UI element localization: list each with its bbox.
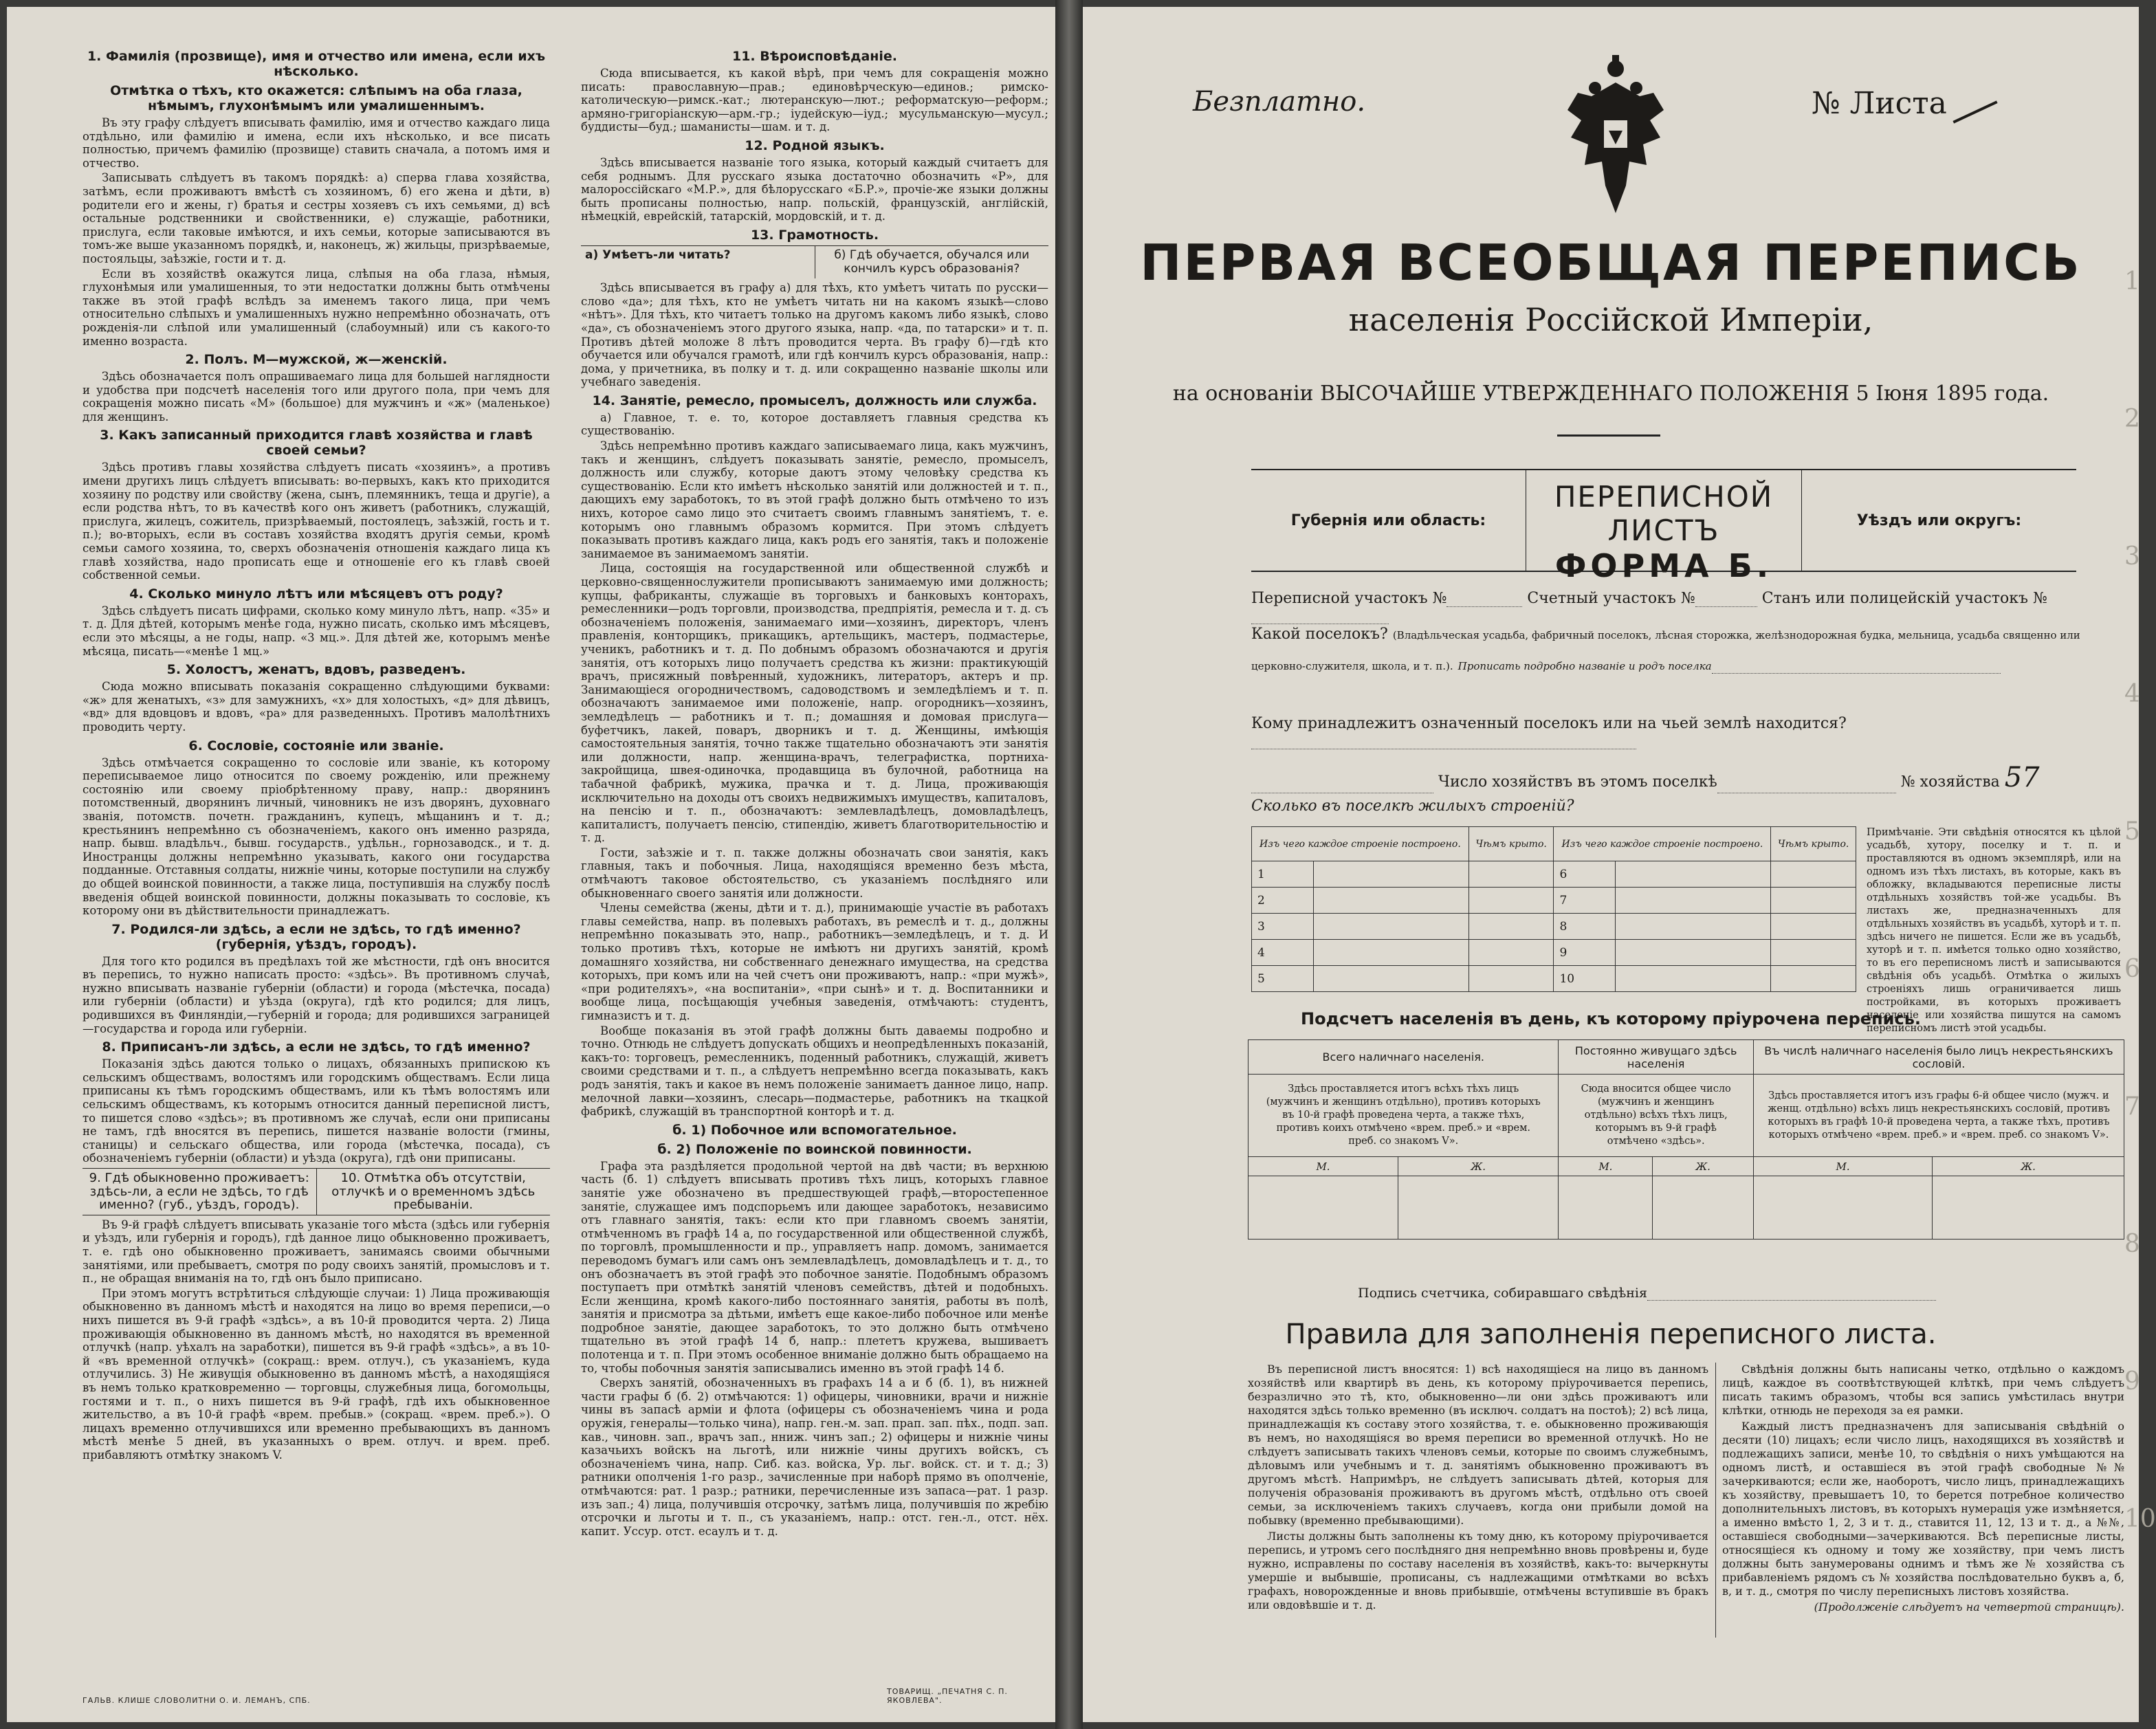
dwelling-material-cell[interactable] [1314, 966, 1469, 992]
dwelling-material-cell[interactable] [1616, 966, 1771, 992]
bleed-number: 3 [2124, 542, 2140, 571]
section-heading: 9. Гдѣ обыкновенно проживаетъ: здѣсь-ли, а если не здѣсь, то гдѣ именно? (губ., уѣздъ, городъ). [89, 1171, 309, 1213]
dwell-head-material-b: Изъ чего каждое строеніе построено. [1554, 827, 1771, 861]
household-line [1251, 762, 2124, 793]
settlement-line [1251, 626, 2124, 643]
paragraph: Показанія здѣсь даются только о лицахъ, обязанныхъ припискою къ сельскимъ обществамъ, волостямъ или городскимъ обществамъ. Если лица приписаны къ тѣмъ городскимъ обществамъ, или къ тѣмъ волостямъ или сельскимъ обществамъ, къ которымъ относится данный переписной листъ, то пишется слово «здѣсь»; въ противномъ же случаѣ, если они приписаны не тамъ, гдѣ вносятся въ перепись, пишется названіе волости (гмины, станицы) и сельскаго общества, или города (мѣстечка, посада), съ обозначеніемъ губерніи (области) и уѣзда (округа), гдѣ они приписаны. [82, 1057, 550, 1165]
dwelling-material-cell[interactable] [1314, 940, 1469, 966]
rules-column-b [1722, 1363, 2124, 1616]
dwelling-roof-cell[interactable] [1468, 888, 1554, 914]
dwelling-row [1252, 914, 1856, 940]
dwelling-number: 1 [1252, 861, 1314, 888]
subheading: а) Умѣетъ-ли читать? [585, 247, 731, 262]
paragraph: Здѣсь обозначается полъ опрашиваемаго лица для большей наглядности и удобства при подсчетѣ населенія того или другого пола, при чемъ для сокращенія можно писать «М» (большое) для мужчинъ и «ж» (маленькое) для женщинъ. [82, 370, 550, 423]
subtitle: населенія Россійской Имперіи, [1348, 301, 1873, 338]
section-heading: 1. Фамилія (прозвище), имя и отчество или имена, если ихъ нѣсколько. [87, 49, 546, 79]
section-heading: 11. Вѣроисповѣданіе. [732, 49, 898, 64]
section-heading: 5. Холостъ, женатъ, вдовъ, разведенъ. [166, 662, 466, 678]
paragraph: Гости, заѣзжіе и т. п. также должны обозначать свои занятія, какъ главныя, такъ и побочныя. Лица, находящіяся временно безъ мѣста, отмѣчаютъ таковое обстоятельство, съ указаніемъ послѣдняго или обыкновеннаго своего занятія или должности. [581, 846, 1048, 900]
uezd-label: Уѣздъ или округъ: [1801, 470, 2076, 571]
dwelling-number: 3 [1252, 914, 1314, 940]
paragraph: Вообще показанія въ этой графѣ должны быть даваемы подробно и точно. Отнюдь не слѣдуетъ допускать общихъ и неопредѣленныхъ показаній, какъ-то: торговецъ, ремесленникъ, поденный работникъ, служащій, живетъ своими средствами и т. п., а слѣдуетъ непремѣнно всегда показывать, какъ родъ занятія, такъ и какое въ немъ положеніе занимаетъ данное лицо, напр. мелочной лавки—хозяинъ, слесарь—подмастерье, работникъ на ткацкой фабрикѣ, служащій въ транспортной конторѣ и т. д. [581, 1024, 1049, 1119]
dwelling-roof-cell[interactable] [1468, 861, 1554, 888]
count-cell[interactable] [1559, 1176, 1653, 1240]
paragraph: Здѣсь отмѣчается сокращенно то сословіе или званіе, къ которому переписываемое лицо относится по своему рожденію, или прежнему состоянію или своему пріобрѣтенному праву, напр.: дворянинъ потомственный, дворянинъ личный, чиновникъ не изъ дворянъ, духовнаго званія, потомств. почетн. гражданинъ, купецъ, мѣщанинъ и т. д.; крестьянинъ непремѣнно съ обозначеніемъ, какого онъ именно разряда, напр. бывш. владѣльч., бывш. государств., удѣльн., горнозаводск., и т. д. Иностранцы должны непремѣнно указывать, какого они государства подданные. Отставныя солдаты, нижніе чины, которые поступили на службу до общей воинской повинности, а также лица, поступившія на службу послѣ введенія общей воинской повинности, должны показывать то сословіе, къ которому они въ дѣйствительности принадлежатъ. [82, 756, 550, 918]
form-title [1526, 470, 1801, 584]
rules-column-a [1248, 1363, 1708, 1614]
dwelling-material-cell[interactable] [1616, 888, 1771, 914]
count-cell[interactable] [1248, 1176, 1398, 1240]
dwell-head-roof-b: Чѣмъ крыто. [1771, 827, 1856, 861]
paragraph: Сюда можно вписывать показанія сокращенно слѣдующими буквами: «ж» для женатыхъ, «з» для замужнихъ, «х» для холостыхъ, «д» для дѣвицъ, «вд» для вдовцовъ и вдовъ, «ра» для разведенныхъ. Противъ малолѣтнихъ проводить черту. [82, 680, 550, 734]
free-label: Безплатно. [1193, 86, 1366, 118]
police-district-label: Станъ или полицейскій участокъ № [1761, 590, 2047, 607]
count-head-present: Всего наличнаго населенія. [1248, 1040, 1559, 1075]
subheading: б) Гдѣ обучается, обучался или кончилъ курсъ образованія? [815, 246, 1049, 278]
dwelling-roof-cell[interactable] [1771, 940, 1856, 966]
bleed-number: 4 [2124, 680, 2140, 708]
settlement-label: Какой поселокъ? [1251, 626, 1388, 643]
form-header-box [1251, 469, 2076, 584]
settlement-hint: Прописать подробно названіе и родъ поселка [1458, 660, 1712, 672]
settlement-field[interactable] [1712, 673, 2001, 674]
dwelling-material-cell[interactable] [1616, 914, 1771, 940]
dwelling-material-cell[interactable] [1314, 888, 1469, 914]
count-cell[interactable] [1398, 1176, 1559, 1240]
paragraph: Сверхъ занятій, обозначенныхъ въ графахъ 14 а и б (б. 1), въ нижней части графы б (б. 2) отмѣчаются: 1) офицеры, чиновники, врачи и нижніе чины въ запасѣ армiи и флота (офицеры съ обозначеніемъ чина и рода оружія, генералы—только чина), напр. ген.-м. зап. прап. зап. пѣх., подп. зап. кав., чиновн. зап., врачъ зап., нниж. чинъ зап.; 2) офицеры и нижніе чины казачьихъ войскъ на льготѣ, или нижніе чины другихъ войскъ, съ обозначеніемъ чина, напр. Сиб. каз. войска, Ур. льг. войск. ст. и т. д.; 3) ратники ополченія 1-го разр., зачисленные при наборѣ прямо въ ополченіе, отмѣчаются: рат. 1 разр.; ратники, перечисленные изъ запаса—рат. 1 разр. изъ зап.; 4) лица, получившія отсрочку, затѣмъ лица, получившія по жребію отсрочки и льготы и т. п., съ указаніемъ, напр.: отст. ген.-л., отст. нёх. капит. Уссур. отст. есаулъ и т. д. [581, 1376, 1048, 1538]
count-zh-label: Ж. [1398, 1157, 1559, 1176]
book-gutter [1055, 0, 1083, 1729]
section-heading: 6. Сословіе, состояніе или званіе. [188, 738, 444, 753]
paragraph: Сюда вписывается, къ какой вѣрѣ, при чемъ для сокращенія можно писать: православную—прав.; единовѣрческую—единов.; римско-католическую—римск.-кат.; лютеранскую—лют.; реформатскую—реформ.; армяно-григоріанскую—арм.-гр.; іудейскую—іуд.; мусульманскую—мусул.; буддисты—буд.; шаманисты—шам. и т. д. [581, 67, 1048, 134]
form-title-line-2: ФОРМА Б. [1554, 547, 1773, 584]
signature-field[interactable] [1647, 1300, 1936, 1301]
count-desc-resident: Сюда вносится общее число (мужчинъ и женщинъ отдѣльно) всѣхъ тѣхъ лицъ, которымъ въ 9-й графѣ отмѣчено «здѣсь». [1559, 1075, 1753, 1157]
dwelling-material-cell[interactable] [1616, 940, 1771, 966]
signature-line [1358, 1286, 1936, 1301]
paragraph: При этомъ могутъ встрѣтиться слѣдующіе случаи: 1) Лица проживающія обыкновенно въ данномъ мѣстѣ и находятся на лицо во время переписи,—о нихъ пишется въ 9-й графѣ «здѣсь», а въ 10-й проводится черта. 2) Лица проживающія обыкновенно въ данномъ мѣстѣ, но находятся въ временной отлучкѣ (напр. уѣхалъ на заработки), пишется въ 9-й графѣ «здѣсь», а въ 10-й «въ временной отлучкѣ» (сокращ.: врем. отлуч.), съ указаніемъ, куда отлучились. 3) Не живущія обыкновенно въ данномъ мѣстѣ, а находящіяся въ немъ только кратковременно — торговцы, служебныя лица, богомольцы, гостями и т. п., о нихъ пишется въ 9-й графѣ, гдѣ ихъ обыкновенное жительство, а въ 10-й графѣ «врем. пребыв.» (сокращ. «врем. преб.»). О лицахъ временно отлучившихся или временно пребывающихъ въ данномъ мѣстѣ менѣе 5 дней, въ указанныхъ о врем. отлуч. и врем. преб. прибавляютъ отмѣтку знакомъ V. [82, 1286, 550, 1462]
population-count-table [1248, 1039, 2124, 1240]
count-cell[interactable] [1653, 1176, 1754, 1240]
count-head-resident: Постоянно живущаго здѣсь населенія [1559, 1040, 1753, 1075]
dwelling-roof-cell[interactable] [1771, 966, 1856, 992]
dwelling-row [1252, 940, 1856, 966]
section-heading: 10. Отмѣтка объ отсутствіи, отлучкѣ и о временномъ здѣсь пребываніи. [316, 1169, 551, 1215]
bleed-number: 8 [2124, 1230, 2140, 1258]
dwelling-number: 10 [1554, 966, 1616, 992]
form-title-line-1: ПЕРЕПИСНОЙ ЛИСТЪ [1554, 480, 1774, 547]
dwellings-label: Сколько въ поселкѣ жилыхъ строеній? [1251, 797, 1574, 815]
divider [1557, 434, 1660, 437]
section-heading: 2. Полъ. М—мужской, ж—женскій. [185, 352, 448, 368]
section-heading: 13. Грамотность. [750, 227, 879, 243]
household-no-value[interactable]: 57 [2004, 762, 2040, 793]
bleed-number: 7 [2124, 1092, 2140, 1121]
bleed-number: 5 [2124, 817, 2140, 846]
section-heading: 7. Родился-ли здѣсь, а если не здѣсь, то гдѣ именно? (губернія, уѣздъ, городъ). [111, 921, 521, 952]
paragraph: а) Главное, т. е. то, которое доставляетъ главныя средства къ существованію. [581, 410, 1048, 438]
sheet-number-stroke [1952, 100, 1997, 123]
section-heading: б. 1) Побочное или вспомогательное. [672, 1122, 957, 1138]
paragraph: Здѣсь слѣдуетъ писать цифрами, сколько кому минуло лѣтъ, напр. «35» и т. д. Для дѣтей, которымъ менѣе года, нужно писать, сколько имъ мѣсяцевъ, если это мѣсяцы, а не годы, напр. «3 мц.». Для дѣтей же, которымъ менѣе мѣсяца, писать—«менѣе 1 мц.» [82, 604, 550, 658]
bleed-number: 10 [2124, 1505, 2156, 1533]
district-line [1251, 590, 2124, 624]
rules-continuation: (Продолженіе слѣдуетъ на четвертой страницѣ). [1814, 1600, 2124, 1614]
dwelling-material-cell[interactable] [1314, 861, 1469, 888]
dwelling-roof-cell[interactable] [1468, 966, 1554, 992]
rule-paragraph: Въ переписной листъ вносятся: 1) всѣ находящіеся на лицо въ данномъ хозяйствѣ или квартирѣ въ день, къ которому пріурочивается перепись, безразлично это тѣ, кто, обыкновенно—ли они здѣсь проживаютъ или находятся здѣсь только временно (въ исключ. солдатъ на постоѣ); 2) всѣ лица, принадлежащія къ составу этого хозяйства, т. е. обыкновенно проживающія въ немъ, но находящіяся во время переписи во временной отлучкѣ. Но не слѣдуетъ записывать такихъ членовъ семьи, которые по своимъ служебнымъ, дѣловымъ или учебнымъ и т. д. занятіямъ обыкновенно проживаютъ въ другомъ мѣстѣ. Напримѣръ, не слѣдуетъ записывать дѣтей, которыя для полученія образованія проживаютъ въ другомъ мѣстѣ, отдѣльно отъ своей семьи, за исключеніемъ такихъ случаевъ, когда они прибыли домой на побывку (временно пребывающими). [1248, 1363, 1708, 1527]
count-head-non-peasant: Въ числѣ наличнаго населенія было лицъ некрестьянскихъ сословій. [1753, 1040, 2124, 1075]
paragraph: Для того кто родился въ предѣлахъ той же мѣстности, гдѣ онъ вносится въ перепись, то нужно написать просто: «здѣсь». Въ противномъ случаѣ, нужно вписывать названіе губерніи (области) и города (мѣстечка, посада) или губерніи (области) и уѣзда (округа), гдѣ кто родился; для лицъ, родившихся въ Финляндіи,—губерній и города; для родившихся заграницей—государства и города или губерніи. [82, 954, 550, 1035]
bleed-through-numbers [2124, 213, 2156, 1588]
count-m-label: М. [1559, 1157, 1653, 1176]
settlement-types-note-2: церковно-служителя, школа, и т. п.). [1251, 660, 1453, 672]
bleed-number: 2 [2124, 405, 2140, 433]
paragraph: Здѣсь непремѣнно противъ каждаго записываемаго лица, какъ мужчинъ, такъ и женщинъ, слѣдуетъ показывать занятіе, ремесло, промыселъ, должность или службу, которые даютъ этому человѣку средства къ существованію. Если кто имѣетъ нѣсколько занятій или должностей и т. п., дающихъ ему заработокъ, то въ этой графѣ должно быть отмѣчено то изъ нихъ, которое само лицо это считаетъ своимъ главнымъ занятіемъ, т. е. которымъ оно главнымъ образомъ кормится. При этомъ слѣдуетъ показывать противъ каждаго лица, какъ родъ его занятія, такъ и положеніе занимаемое въ занимаемомъ занятіи. [581, 439, 1048, 560]
paragraph: Здѣсь вписывается въ графу а) для тѣхъ, кто умѣетъ читать по русски—слово «да»; для тѣхъ, кто не умѣетъ читать ни на какомъ языкѣ—слово «нѣтъ». Для тѣхъ, кто читаетъ только на другомъ какомъ либо языкѣ, слово «да», съ обозначеніемъ этого другого языка, напр. «да, по татарски» и т. п. Противъ дѣтей моложе 8 лѣтъ проводится черта. Въ графу б)—гдѣ кто обучается или обучался грамотѣ, или гдѣ кончилъ курсъ образованія, напр.: дома, у причетника, въ полку и т. д. или сокращенно названіе школы или учебнаго заведенія. [581, 281, 1048, 389]
rule-paragraph: Каждый листъ предназначенъ для записыванія свѣдѣній о десяти (10) лицахъ; если число лицъ, находящихся въ хозяйствѣ и подлежащихъ записи, менѣе 10, то свѣдѣнія о нихъ умѣщаются на одномъ листѣ, и оставшіеся въ этой графѣ свободные №№ зачеркиваются; если же, наоборотъ, число лицъ, принадлежащихъ къ хозяйству, превышаетъ 10, то берется потребное количество дополнительныхъ листовъ, въ которыхъ нумерація уже измѣняется, а именно вмѣсто 1, 2, 3 и т. д., ставится 11, 12, 13 и т. д., а №№, оставшіеся свободными—зачеркиваются. Всѣ переписные листы, относящіеся къ одному и тому же хозяйству, при чемъ листъ должны быть занумерованы однимъ и тѣмъ же № хозяйства съ прибавленіемъ рядомъ съ № хозяйства послѣдовательно буквъ а, б, в, и т. д., смотря по числу переписныхъ листовъ хозяйства. [1722, 1420, 2124, 1598]
count-m-label: М. [1248, 1157, 1398, 1176]
right-page [1083, 7, 2156, 1722]
rules-title: Правила для заполненія переписного листа. [1285, 1319, 1937, 1350]
guberniya-label: Губернія или область: [1251, 470, 1526, 571]
bleed-number: 6 [2124, 955, 2140, 983]
dwelling-number: 5 [1252, 966, 1314, 992]
sheet-number-label: № Листа [1812, 86, 1947, 121]
paragraph: Въ 9-й графѣ слѣдуетъ вписывать указаніе того мѣста (здѣсь или губернія и уѣздъ, или губернія и городъ), гдѣ данное лицо обыкновенно проживаетъ, т. е. гдѣ оно обыкновенно проживаетъ, занимаясь своими обычными занятіями, или пребываетъ, смотря по роду своихъ занятій, промысловъ и т. п., не обращая вниманія на то, гдѣ онъ было приписано. [82, 1218, 550, 1286]
section-heading: 3. Какъ записанный приходится главѣ хозяйства и главѣ своей семьи? [100, 428, 533, 459]
section-heading: Отмѣтка о тѣхъ, кто окажется: слѣпымъ на оба глаза, нѣмымъ, глухонѣмымъ или умалишеннымъ. [110, 83, 522, 113]
dwelling-number: 6 [1554, 861, 1616, 888]
dwelling-row [1252, 888, 1856, 914]
dwelling-row [1252, 966, 1856, 992]
paragraph: Если въ хозяйствѣ окажутся лица, слѣпыя на оба глаза, нѣмыя, глухонѣмыя или умалишенныя, то эти недостатки должны быть отмѣчены также въ этой графѣ вслѣдъ за именемъ такого лица, при чемъ относительно слѣпыхъ и умалишенныхъ нужно непремѣнно обозначать, отъ рожденія-ли слѣпой или умалишенный (слабоумный) или съ какого-то именно возраста. [82, 267, 550, 348]
paragraph: Члены семейства (жены, дѣти и т. д.), принимающіе участіе въ работахъ главы семейства, напр. въ полевыхъ работахъ, въ ремеслѣ и т. д., должны непремѣнно показывать это, напр., работникъ—земледѣлецъ, и т. д. И только противъ тѣхъ, которые не имѣютъ ни другихъ занятій, кромѣ домашняго хозяйства, ни собственнаго денежнаго имущества, на средства которыхъ, при комъ или на чей счетъ они проживаютъ, напр.: «при мужѣ», «при родителяхъ», «на воспитаніи», «при сынѣ» и т. д. Воспитанники и вообще лица, посѣщающія учебныя заведенія, отмѣчаютъ: студентъ, гимназистъ и т. д. [581, 901, 1048, 1022]
population-count-title: Подсчетъ населенія въ день, къ которому пріурочена перепись. [1301, 1009, 1921, 1028]
paragraph: Въ эту графу слѣдуетъ вписывать фамилію, имя и отчество каждаго лица отдѣльно, или фамилію и имена, если ихъ нѣсколько, и все писать полностью, причемъ фамилію (прозвище) ставить сначала, а потомъ имя и отчество. [82, 116, 550, 170]
count-zh-label: Ж. [1653, 1157, 1754, 1176]
census-district-field[interactable] [1446, 606, 1522, 607]
dwelling-row [1252, 861, 1856, 888]
paragraph: Здѣсь вписывается названіе того языка, который каждый считаетъ для себя роднымъ. Для русскаго языка достаточно обозначить «Р», для малороссійскаго «М.Р.», для бѣлорусскаго «Б.Р.», прочіе-же языки должны быть прописаны полностью, напр. польскій, французскій, англійскій, нѣмецкій, еврейскій, татарскій, мордовскій, и т. д. [581, 155, 1048, 223]
paragraph: Лица, состоящія на государственной или общественной службѣ и церковно-священнослужители прописываютъ занимаемую ими должность; купцы, фабриканты, служащіе въ торговыхъ и банковыхъ конторахъ, ремесленники—родъ торговли, производства, предпріятія, ремесла и т. д. съ обозначеніемъ положенія, занимаемаго ими—хозяинъ, директоръ, членъ правленія, конторщикъ, прикащикъ, артельщикъ, мастеръ, подмастерье, ученикъ, работникъ и т. д. По добнымъ образомъ обозначаются и другія занятія, отъ которыхъ лицо получаетъ средства къ жизни: практикующій врачъ, присяжный повѣренный, художникъ, литераторъ, актеръ и пр. Занимающіеся огородничествомъ, садоводствомъ и земледѣліемъ и т. п. обозначаютъ занимаемое ими положеніе, напр. огородникъ—хозяинъ, земледѣлецъ — работникъ и т. п.; домашняя и домовая прислуга—буфетчикъ, лакей, поваръ, дворникъ и т. д. Женщины, имѣющія самостоятельныя занятія, точно также тщательно обозначаютъ эти занятія или должности, напр. женщина-врачъ, телеграфистка, портниха-закройщица, швея-одиночка, продавщица въ булочной, работница на табачной фабрикѣ, мужика, прачка и т. д. Лица, проживающія исключительно на доходы отъ своихъ недвижимыхъ имуществъ, капиталовъ, на пенсію и т. п., обозначаютъ: землевладѣлецъ, домовладѣлецъ, капиталистъ, получаетъ пенсію, стипендію, живетъ благотворительностію и т. д. [581, 562, 1048, 845]
count-m-label: М. [1753, 1157, 1932, 1176]
count-desc-present: Здѣсь проставляется итогъ всѣхъ тѣхъ лицъ (мужчинъ и женщинъ отдѣльно), противъ которыхъ въ 10-й графѣ проведена черта, а также тѣхъ, противъ коихъ отмѣчено «врем. преб.» и «врем. преб. со знакомъ V». [1248, 1075, 1559, 1157]
section-heading: б. 2) Положеніе по воинской повинности. [657, 1141, 972, 1157]
owner-label: Кому принадлежитъ означенный поселокъ или на чьей землѣ находится? [1251, 715, 1847, 732]
imperial-eagle-icon [1564, 55, 1667, 220]
owner-line [1251, 715, 2124, 749]
dwelling-roof-cell[interactable] [1468, 914, 1554, 940]
section-heading: 14. Занятіе, ремесло, промыселъ, должность или служба. [592, 393, 1037, 408]
settlement-types-note: (Владѣльческая усадьба, фабричный поселокъ, лѣсная сторожка, желѣзнодорожная будка, мельница, усадьба священно или [1392, 629, 2080, 641]
sheet-number [1812, 86, 1999, 121]
dwelling-material-cell[interactable] [1314, 914, 1469, 940]
count-desc-non-peasant: Здѣсь проставляется итогъ изъ графы 6-й общее число (мужч. и женщ. отдѣльно) всѣхъ лицъ некрестьянскихъ сословій, противъ которыхъ въ графѣ 10-й проведена черта, а также тѣхъ, противъ которыхъ отмѣчено «врем. преб.» и «врем. преб. со знакомъ V». [1753, 1075, 2124, 1157]
left-page [7, 7, 1055, 1722]
dwelling-number: 4 [1252, 940, 1314, 966]
dwelling-roof-cell[interactable] [1468, 940, 1554, 966]
section-heading: 8. Приписанъ-ли здѣсь, а если не здѣсь, то гдѣ именно? [102, 1039, 531, 1055]
paragraph: Графа эта раздѣляется продольной чертой на двѣ части; въ верхнюю часть (б. 1) слѣдуетъ вписывать противъ тѣхъ лицъ, которыхъ главное занятіе уже обозначено въ предшествующей графѣ,—второстепенное занятіе, служащее имъ подспорьемъ или дающее заработокъ, независимо отъ главнаго занятія, такъ: если кто при главномъ своемъ занятіи, отмѣченномъ въ графѣ 14 а, по государственной или общественной службѣ, по торговлѣ, промышленности и пр., управляетъ напр. домомъ, занимается переводомъ бумагъ или самъ онъ землевладѣлецъ, домовладѣлецъ и т. д., то онъ обозначаетъ въ этой графѣ это побочное занятіе. Подобнымъ образомъ поступаетъ при отмѣткѣ занятій членовъ семействъ, дѣтей и подобныхъ. Если женщина, кромѣ какого-либо постояннаго занятія, работы въ полѣ, занятія и присмотра за дѣтьми, имѣетъ еще какое-либо побочное или менѣе подробное занятіе, дающее заработокъ, то это должно быть отмѣчено тщательно въ этой графѣ 14 б, напр.: плететъ кружева, вышиваетъ полотенца и т. п. При этомъ особенное вниманіе должно быть обращаемо на то, чтобы побочныя занятія записывались именно въ этой графѣ 14 б. [581, 1159, 1048, 1375]
printer-imprint-a: ГАЛЬВ. КЛИШЕ СЛОВОЛИТНИ О. И. ЛЕМАНЪ, СПБ. [82, 1696, 311, 1705]
paragraph: Записывать слѣдуетъ въ такомъ порядкѣ: а) сперва глава хозяйства, затѣмъ, если проживаютъ вмѣстѣ съ хозяиномъ, б) его жена и дѣти, в) родители его и жены, г) братья и сестры хозяевъ съ ихъ семьями, д) всѣ остальные родственники и свойственники, е) служащіе, работники, прислуга, если таковые имѣются, и ихъ семьи, которые записываются въ томъ-же выше указанномъ порядкѣ, и, наконецъ, ж) жильцы, призрѣваемые, постояльцы, заѣзжіе, гости и т. д. [82, 171, 550, 265]
dwelling-number: 8 [1554, 914, 1616, 940]
dwelling-material-cell[interactable] [1616, 861, 1771, 888]
dwellings-line [1251, 797, 2124, 815]
instructions-column-b [581, 45, 1048, 1674]
counting-district-label: Счетный участокъ № [1527, 590, 1695, 607]
instructions-column-a [82, 45, 550, 1674]
dwelling-number: 7 [1554, 888, 1616, 914]
count-cell[interactable] [1753, 1176, 1932, 1240]
counting-district-field[interactable] [1695, 606, 1757, 607]
rule-paragraph: Свѣдѣнія должны быть написаны четко, отдѣльно о каждомъ лицѣ, каждое въ соотвѣтствующей клѣткѣ, при чемъ слѣдуетъ писать такимъ образомъ, чтобы вся запись умѣстилась внутри клѣтки, отнюдь не переходя за ея рамки. [1722, 1363, 2124, 1417]
household-no-label: № хозяйства [1900, 773, 2000, 791]
rule-paragraph: Листы должны быть заполнены къ тому дню, къ которому пріурочивается перепись, и утромъ сего послѣдняго дня непремѣнно вновь провѣрены и, буде нужно, исправлены по составу населенія въ хозяйствѣ, какъ-то: вычеркнуты умершіе и выбывшіе, прописаны, съ надлежащими отмѣтками во всѣхъ графахъ, новорожденные и вновь прибывшіе, отмѣчены вступившіе въ бракъ или овдовѣвшіе и т. д. [1248, 1530, 1708, 1611]
household-count-label: Число хозяйствъ въ этомъ поселкѣ [1438, 773, 1717, 791]
count-cell[interactable] [1933, 1176, 2124, 1240]
main-title: ПЕРВАЯ ВСЕОБЩАЯ ПЕРЕПИСЬ [1140, 234, 2082, 291]
rules-divider [1715, 1363, 1716, 1638]
section-heading: 12. Родной языкъ. [745, 137, 885, 153]
dwellings-table [1251, 826, 1856, 992]
bleed-number: 1 [2124, 267, 2140, 296]
dwell-head-material-a: Изъ чего каждое строеніе построено. [1252, 827, 1469, 861]
dwelling-roof-cell[interactable] [1771, 861, 1856, 888]
dwell-head-roof-a: Чѣмъ крыто. [1468, 827, 1554, 861]
signature-label: Подпись счетчика, собиравшаго свѣдѣнія [1358, 1286, 1647, 1301]
legal-basis: на основаніи ВЫСОЧАЙШЕ УТВЕРЖДЕННАГО ПОЛОЖЕНІЯ 5 Іюня 1895 года. [1172, 382, 2049, 406]
section-heading: 4. Сколько минуло лѣтъ или мѣсяцевъ отъ роду? [129, 586, 503, 602]
settlement-line-2 [1251, 657, 2124, 674]
dwelling-roof-cell[interactable] [1771, 914, 1856, 940]
paragraph: Здѣсь противъ главы хозяйства слѣдуетъ писать «хозяинъ», а противъ имени другихъ лицъ слѣдуетъ вписывать: во-первыхъ, какъ кто приходится хозяину по родству или свойству (жена, сынъ, племянникъ, теща и другіе), а если родства нѣтъ, то въ качествѣ кого онъ живетъ (работникъ, служащій, прислуга, жилецъ, сожитель, призрѣваемый, постоялецъ, заѣзжій, гость и т. п.); во-вторыхъ, если въ составъ хозяйства входятъ другія семьи, кромѣ семьи самого хозяина, то, сверхъ обозначенія отношенія каждаго лица къ главѣ хозяйства, надо прописать еще и отношеніе его къ главѣ своей собственной семьи. [82, 461, 550, 582]
dwelling-number: 9 [1554, 940, 1616, 966]
printer-imprint-b: ТОВАРИЩ. „ПЕЧАТНЯ С. П. ЯКОВЛЕВА". [887, 1687, 1008, 1705]
subheading-pair [581, 245, 1048, 278]
bleed-number: 9 [2124, 1367, 2140, 1396]
count-zh-label: Ж. [1933, 1157, 2124, 1176]
dwelling-roof-cell[interactable] [1771, 888, 1856, 914]
census-district-label: Переписной участокъ № [1251, 590, 1447, 607]
section-heading-pair [82, 1168, 550, 1215]
dwellings-note: Примѣчаніе. Эти свѣдѣнія относятся къ цѣлой усадьбѣ, хутору, поселку и т. п. и проставляются въ одномъ экземплярѣ, или на одномъ изъ тѣхъ листахъ, въ которые, какъ въ обложку, вкладываются переписные листы отдѣльныхъ хозяйствъ той-же усадьбы. Въ листахъ же, предназначенныхъ для отдѣльныхъ хозяйствъ въ усадьбѣ, хуторѣ и т. п. здѣсь ничего не пишется. Если же въ усадьбѣ, хуторѣ и т. п. имѣется только одно хозяйство, то въ его переписномъ листѣ и записываются свѣдѣнія объ усадьбѣ. Отмѣтка о жилыхъ строеніяхъ лишь ограничивается лишь постройками, въ которыхъ проживаетъ населеніе или хозяйства пишутся на самомъ переписномъ листѣ этой усадьбы. [1867, 827, 2121, 1034]
dwelling-number: 2 [1252, 888, 1314, 914]
